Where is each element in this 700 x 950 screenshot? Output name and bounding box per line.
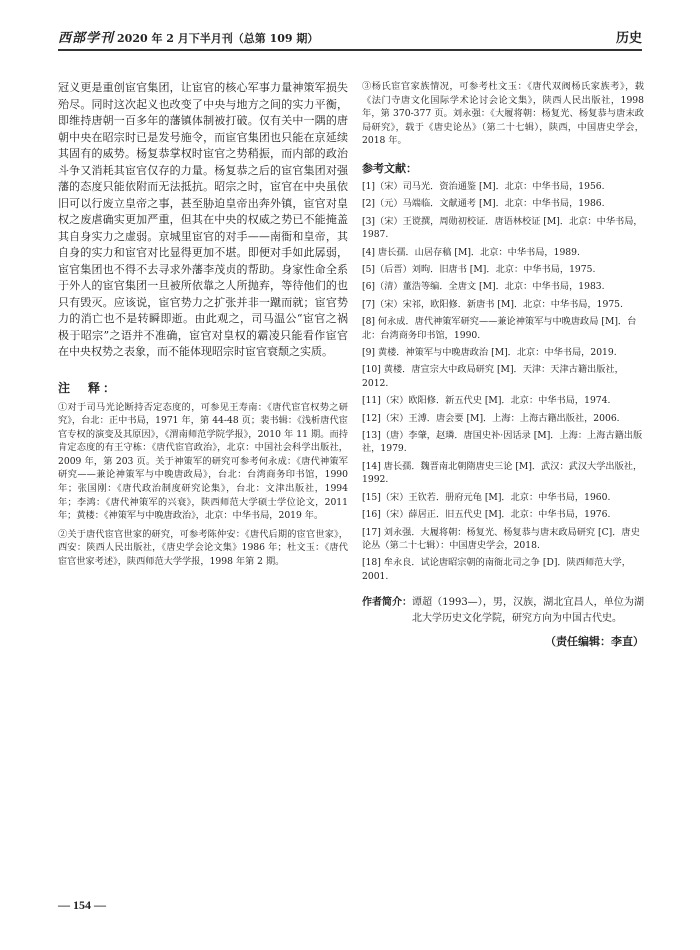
reference-item: [14] 唐长孺．魏晋南北朝隋唐史三论 [M]．武汉：武汉大学出版社，1992. xyxy=(362,460,643,486)
references-heading: 参考文献： xyxy=(362,161,417,175)
reference-item: [10] 黄楼．唐宣宗大中政局研究 [M]．天津：天津古籍出版社，2012. xyxy=(362,364,624,389)
reference-item: [3]（宋）王谠撰，周勋初校证．唐语林校证 [M]．北京：中华书局，1987. xyxy=(362,215,643,241)
reference-list xyxy=(362,180,644,583)
reference-item: [11]（宋）欧阳修．新五代史 [M]．北京：中华书局，1974. xyxy=(362,395,611,407)
author-bio-text: 谭超（1993—），男，汉族，湖北宜昌人，单位为湖北大学历史文化学院，研究方向为中国古代史。 xyxy=(412,597,644,625)
author-bio xyxy=(362,595,644,627)
reference-item: [16]（宋）薛居正．旧五代史 [M]．北京：中华书局，1976. xyxy=(362,509,611,521)
reference-item: [4] 唐长孺．山居存稿 [M]．北京：中华书局，1989. xyxy=(362,246,580,258)
reference-item: [5]（后晋）刘昫．旧唐书 [M]．北京：中华书局，1975. xyxy=(362,264,596,275)
notes-heading: 注 释： xyxy=(58,380,119,395)
reference-item: [7]（宋）宋祁，欧阳修．新唐书 [M]．北京：中华书局，1975. xyxy=(362,298,623,310)
reference-item: [9] 黄楼．神策军与中晚唐政治 [M]．北京：中华书局，2019. xyxy=(362,347,617,359)
journal-logo: 西部学刊 xyxy=(58,31,115,46)
footnote-2: ②关于唐代宦官世家的研究，可参考陈仲安：《唐代后期的宦官世家》，西安：陕西人民出版社，《唐史学会论文集》1986 年；杜文玉：《唐代宦官世家考述》，陕西师范大学学报，1998 年第 2 期。 xyxy=(58,528,348,568)
reference-item: [15]（宋）王钦若．册府元龟 [M]．北京：中华书局，1960. xyxy=(362,491,611,503)
left-column xyxy=(58,80,348,574)
body-paragraph: 冠义更是重创宦官集团，让宦官的核心军事力量神策军损失殆尽。同时这次起义也改变了中央与地方之间的实力平衡，即维持唐朝一百多年的藩镇体制被打破。仅有关中一隅的唐朝中央在昭宗时已是发号施令，而宦官集团也只能在京延续其固有的威势。杨复恭掌权时宦官之势稍振，而内部的政治斗争又消耗其宦官仅存的力量。杨复恭之后的宦官集团对强藩的态度只能依附而无法抵抗。昭宗之时，宦官在中央虽依旧可以行废立皇帝之事，甚至胁迫皇帝出奔外镇，宦官对皇权之废虐确实更加严重，但其在中央的权威之势已不能掩盖其自身实力之虚弱。京城里宦官的对手——南衙和皇帝，其自身的实力和宦官对比显得更加不堪。即便对手如此孱弱，宦官集团也不得不去寻求外藩李茂贞的帮助。身家性命全系于外人的宦官集团一旦被所依靠之人所抛弃，等待他们的也只有毁灭。应该说，宦官势力之扩张并非一蹴而就；宦官势力的消亡也不是转瞬即逝。由此观之，司马温公“宦官之祸极于昭宗”之语并不准确，宦官对皇权的霸凌只能看作宦官在中央权势之表象，而不能体现昭宗时宦官衰颓之实质。 xyxy=(58,81,348,358)
page-number: — 154 — xyxy=(58,898,106,912)
reference-item: [12]（宋）王溥．唐会要 [M]．上海：上海古籍出版社，2006. xyxy=(362,412,620,424)
section-label: 历史 xyxy=(615,31,642,46)
reference-item: [6]（清）董浩等编．全唐文 [M]．北京：中华书局，1983. xyxy=(362,281,605,293)
reference-item: [2]（元）马端临．文献通考 [M]．北京：中华书局，1986. xyxy=(362,198,605,210)
header-left xyxy=(58,27,318,46)
footnote-1: ①对于司马光论断持否定态度的，可参见王寿南：《唐代宦官权势之研究》，台北：正中书局，1971 年，第 44-48 页；裴书辑：《浅析唐代宦官专权的演变及其原因》，《渭南师范学院学报》，2010 年 11 期。而持肯定态度的有王守栋：《唐代宦官政治》，北京：中国社会科学出版社，2009 年，第 203 页。关于神策军的研究可参考何永成：《唐代神策军研究——兼论神策军与中晚唐政局》，台北：台湾商务印书馆，1990 年；张国刚：《唐代政治制度研究论集》，台北：文津出版社，1994 年；李鸿：《唐代神策军的兴衰》，陕西师范大学硕士学位论文，2011 年；黄楼：《神策军与中晚唐政治》，北京：中华书局，2019 年。 xyxy=(58,401,348,522)
reference-item: [13]（唐）李肇，赵璘．唐国史补·因话录 [M]．上海：上海古籍出版社，1979. xyxy=(362,430,643,455)
reference-item: [18] 牟永良．试论唐昭宗朝的南衙北司之争 [D]．陕西师范大学，2001. xyxy=(362,557,631,582)
responsible-editor: （责任编辑：李直） xyxy=(545,635,644,649)
right-column xyxy=(362,80,644,649)
reference-item: [1]（宋）司马光．资治通鉴 [M]．北京：中华书局，1956. xyxy=(362,180,605,192)
author-bio-label: 作者简介： xyxy=(362,597,412,609)
footnote-3: ③杨氏宦官家族情况，可参考杜文玉：《唐代双阀杨氏家族考》，载《法门寺唐文化国际学术论讨会论文集》，陕西人民出版社，1998 年，第 370-377 页。刘永强：《大履将朝：杨复光、杨复恭与唐末政局研究》，载于《唐史论丛》（第二十七辑），陕西，中国唐史学会，2018 年。 xyxy=(362,81,644,147)
reference-item: [17] 刘永强．大履将朝：杨复光、杨复恭与唐末政局研究 [C]．唐史论丛（第二十七辑）：中国唐史学会，2018. xyxy=(362,526,640,551)
issue-info: 2020 年 2 月下半月刊（总第 109 期） xyxy=(117,32,319,45)
running-header xyxy=(58,24,642,51)
reference-item: [8] 何永成．唐代神策军研究——兼论神策军与中晚唐政局 [M]．台北：台湾商务印书馆，1990. xyxy=(362,316,637,341)
